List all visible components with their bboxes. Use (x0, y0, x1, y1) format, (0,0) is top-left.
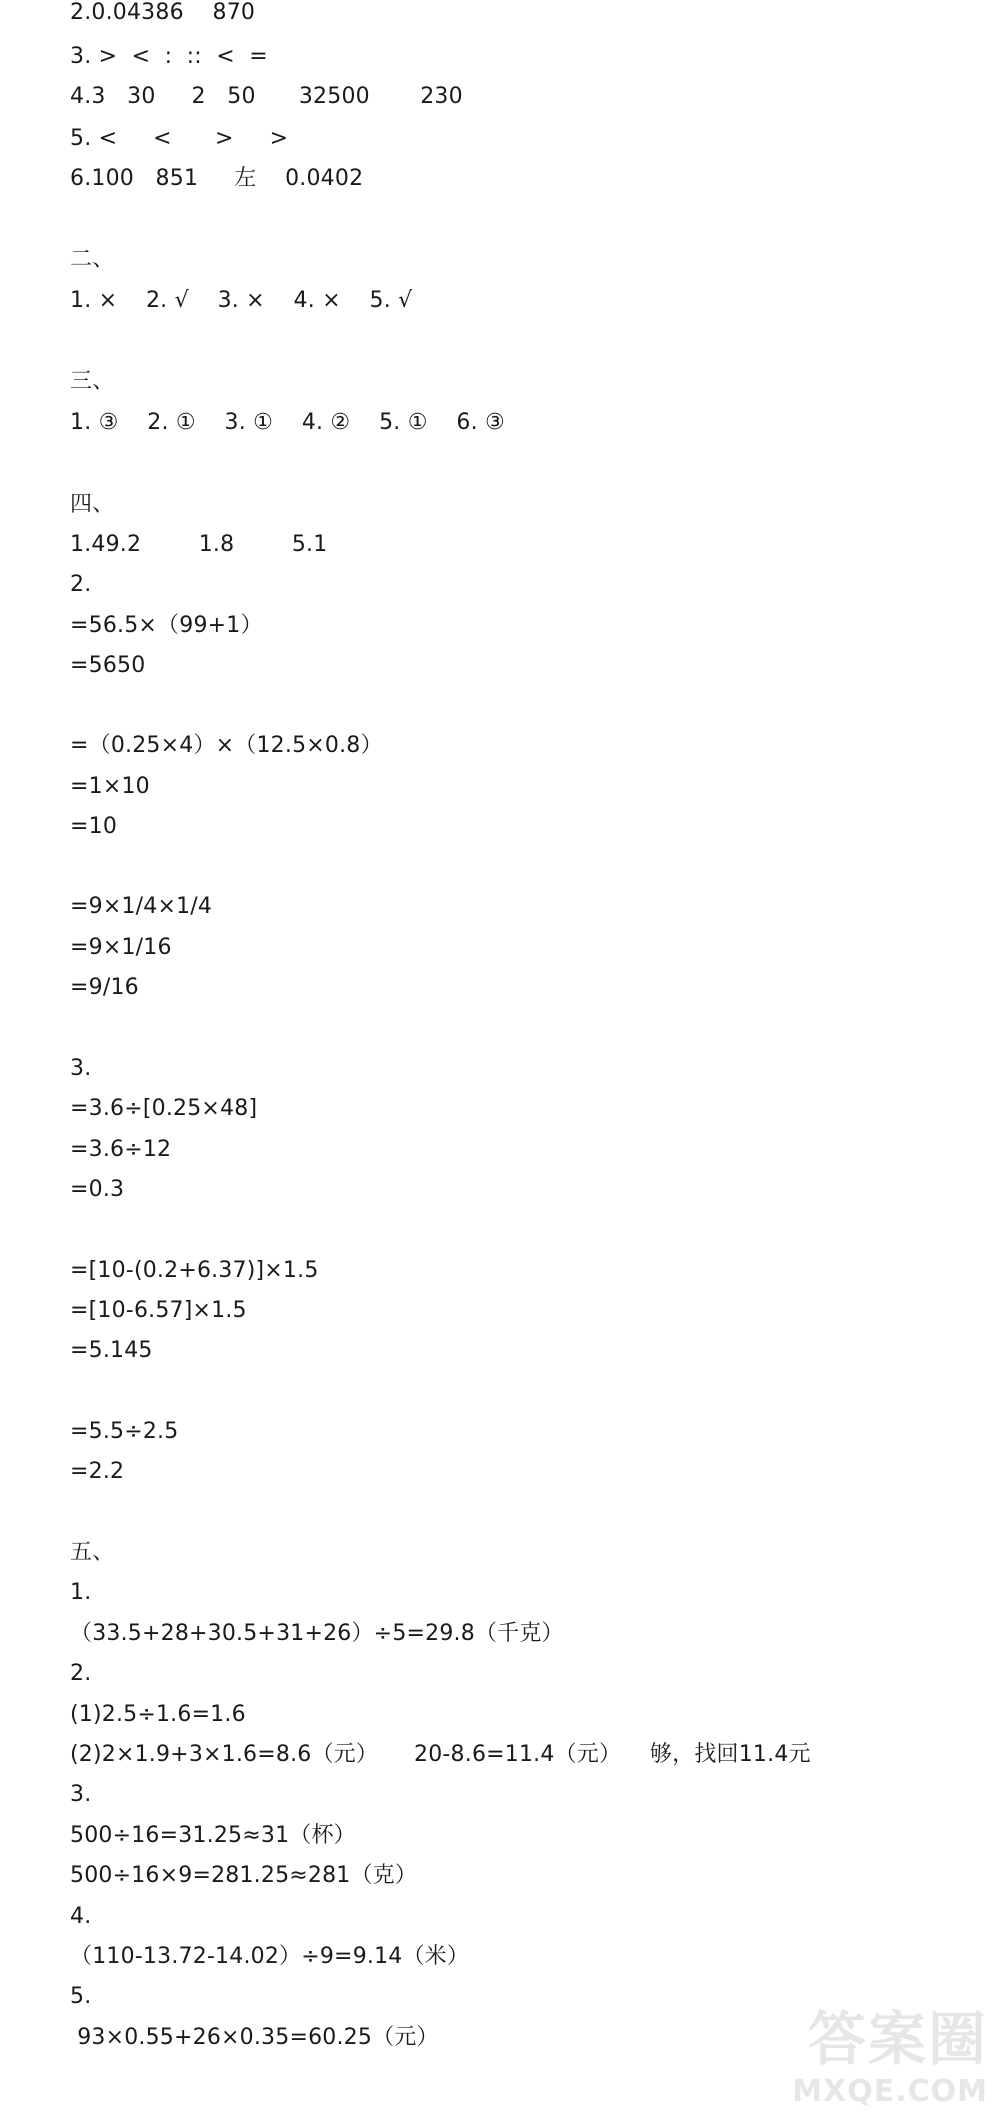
calc-step: =10 (70, 814, 118, 839)
calc-step: =5650 (70, 653, 146, 678)
calc-step: =5.145 (70, 1338, 153, 1363)
calc-step: =1×10 (70, 774, 150, 799)
answer-line-1-2: 2.0.04386 870 (70, 0, 256, 25)
calc-step: 500÷16×9=281.25≈281（克） (70, 1863, 418, 1888)
calc-step: =[10-6.57]×1.5 (70, 1298, 247, 1323)
answer-line-1-4: 4.3 30 2 50 32500 230 (70, 84, 463, 109)
answer-line-5-2: 2. (70, 1661, 92, 1686)
calc-step: =2.2 (70, 1459, 125, 1484)
answer-line-1-5: 5. < < > > (70, 126, 289, 151)
answer-line-4-2: 2. (70, 572, 92, 597)
answer-line-1-6: 6.100 851 左 0.0402 (70, 166, 364, 191)
calc-step: =56.5×（99+1） (70, 613, 263, 638)
calc-step: (2)2×1.9+3×1.6=8.6（元） 20-8.6=11.4（元） 够，找回11.4元 (70, 1742, 811, 1767)
calc-step: =0.3 (70, 1177, 125, 1202)
answer-line-1-3: 3. > < : :: < = (70, 44, 268, 69)
section-heading-3: 三、 (70, 369, 115, 394)
watermark-url: MXQE.COM (792, 2074, 988, 2109)
calc-step: =9/16 (70, 975, 139, 1000)
calc-step: 93×0.55+26×0.35=60.25（元） (70, 2025, 439, 2050)
site-watermark (768, 2004, 988, 2114)
answer-line-5-3: 3. (70, 1782, 92, 1807)
section-heading-4: 四、 (70, 492, 115, 517)
calc-step: （33.5+28+30.5+31+26）÷5=29.8（千克） (70, 1621, 564, 1646)
answer-line-2-1: 1. × 2. √ 3. × 4. × 5. √ (70, 288, 413, 313)
calc-step: (1)2.5÷1.6=1.6 (70, 1702, 246, 1727)
calc-step: =3.6÷[0.25×48] (70, 1096, 258, 1121)
answer-line-5-1: 1. (70, 1580, 92, 1605)
section-heading-5: 五、 (70, 1540, 115, 1565)
answer-line-4-3: 3. (70, 1056, 92, 1081)
calc-step: =9×1/16 (70, 935, 172, 960)
calc-step: 500÷16=31.25≈31（杯） (70, 1823, 356, 1848)
watermark-logo-text: 答案圈 (807, 2005, 988, 2073)
answer-line-4-1: 1.49.2 1.8 5.1 (70, 532, 328, 557)
calc-step: =5.5÷2.5 (70, 1419, 179, 1444)
answer-line-3-1: 1. ③ 2. ① 3. ① 4. ② 5. ① 6. ③ (70, 410, 505, 435)
calc-step: =9×1/4×1/4 (70, 894, 213, 919)
calc-step: （110-13.72-14.02）÷9=9.14（米） (70, 1944, 470, 1969)
answer-line-5-5: 5. (70, 1984, 92, 2009)
answer-line-5-4: 4. (70, 1904, 92, 1929)
calc-step: =[10-(0.2+6.37)]×1.5 (70, 1258, 319, 1283)
calc-step: =3.6÷12 (70, 1137, 172, 1162)
section-heading-2: 二、 (70, 247, 115, 272)
calc-step: =（0.25×4）×（12.5×0.8） (70, 733, 383, 758)
